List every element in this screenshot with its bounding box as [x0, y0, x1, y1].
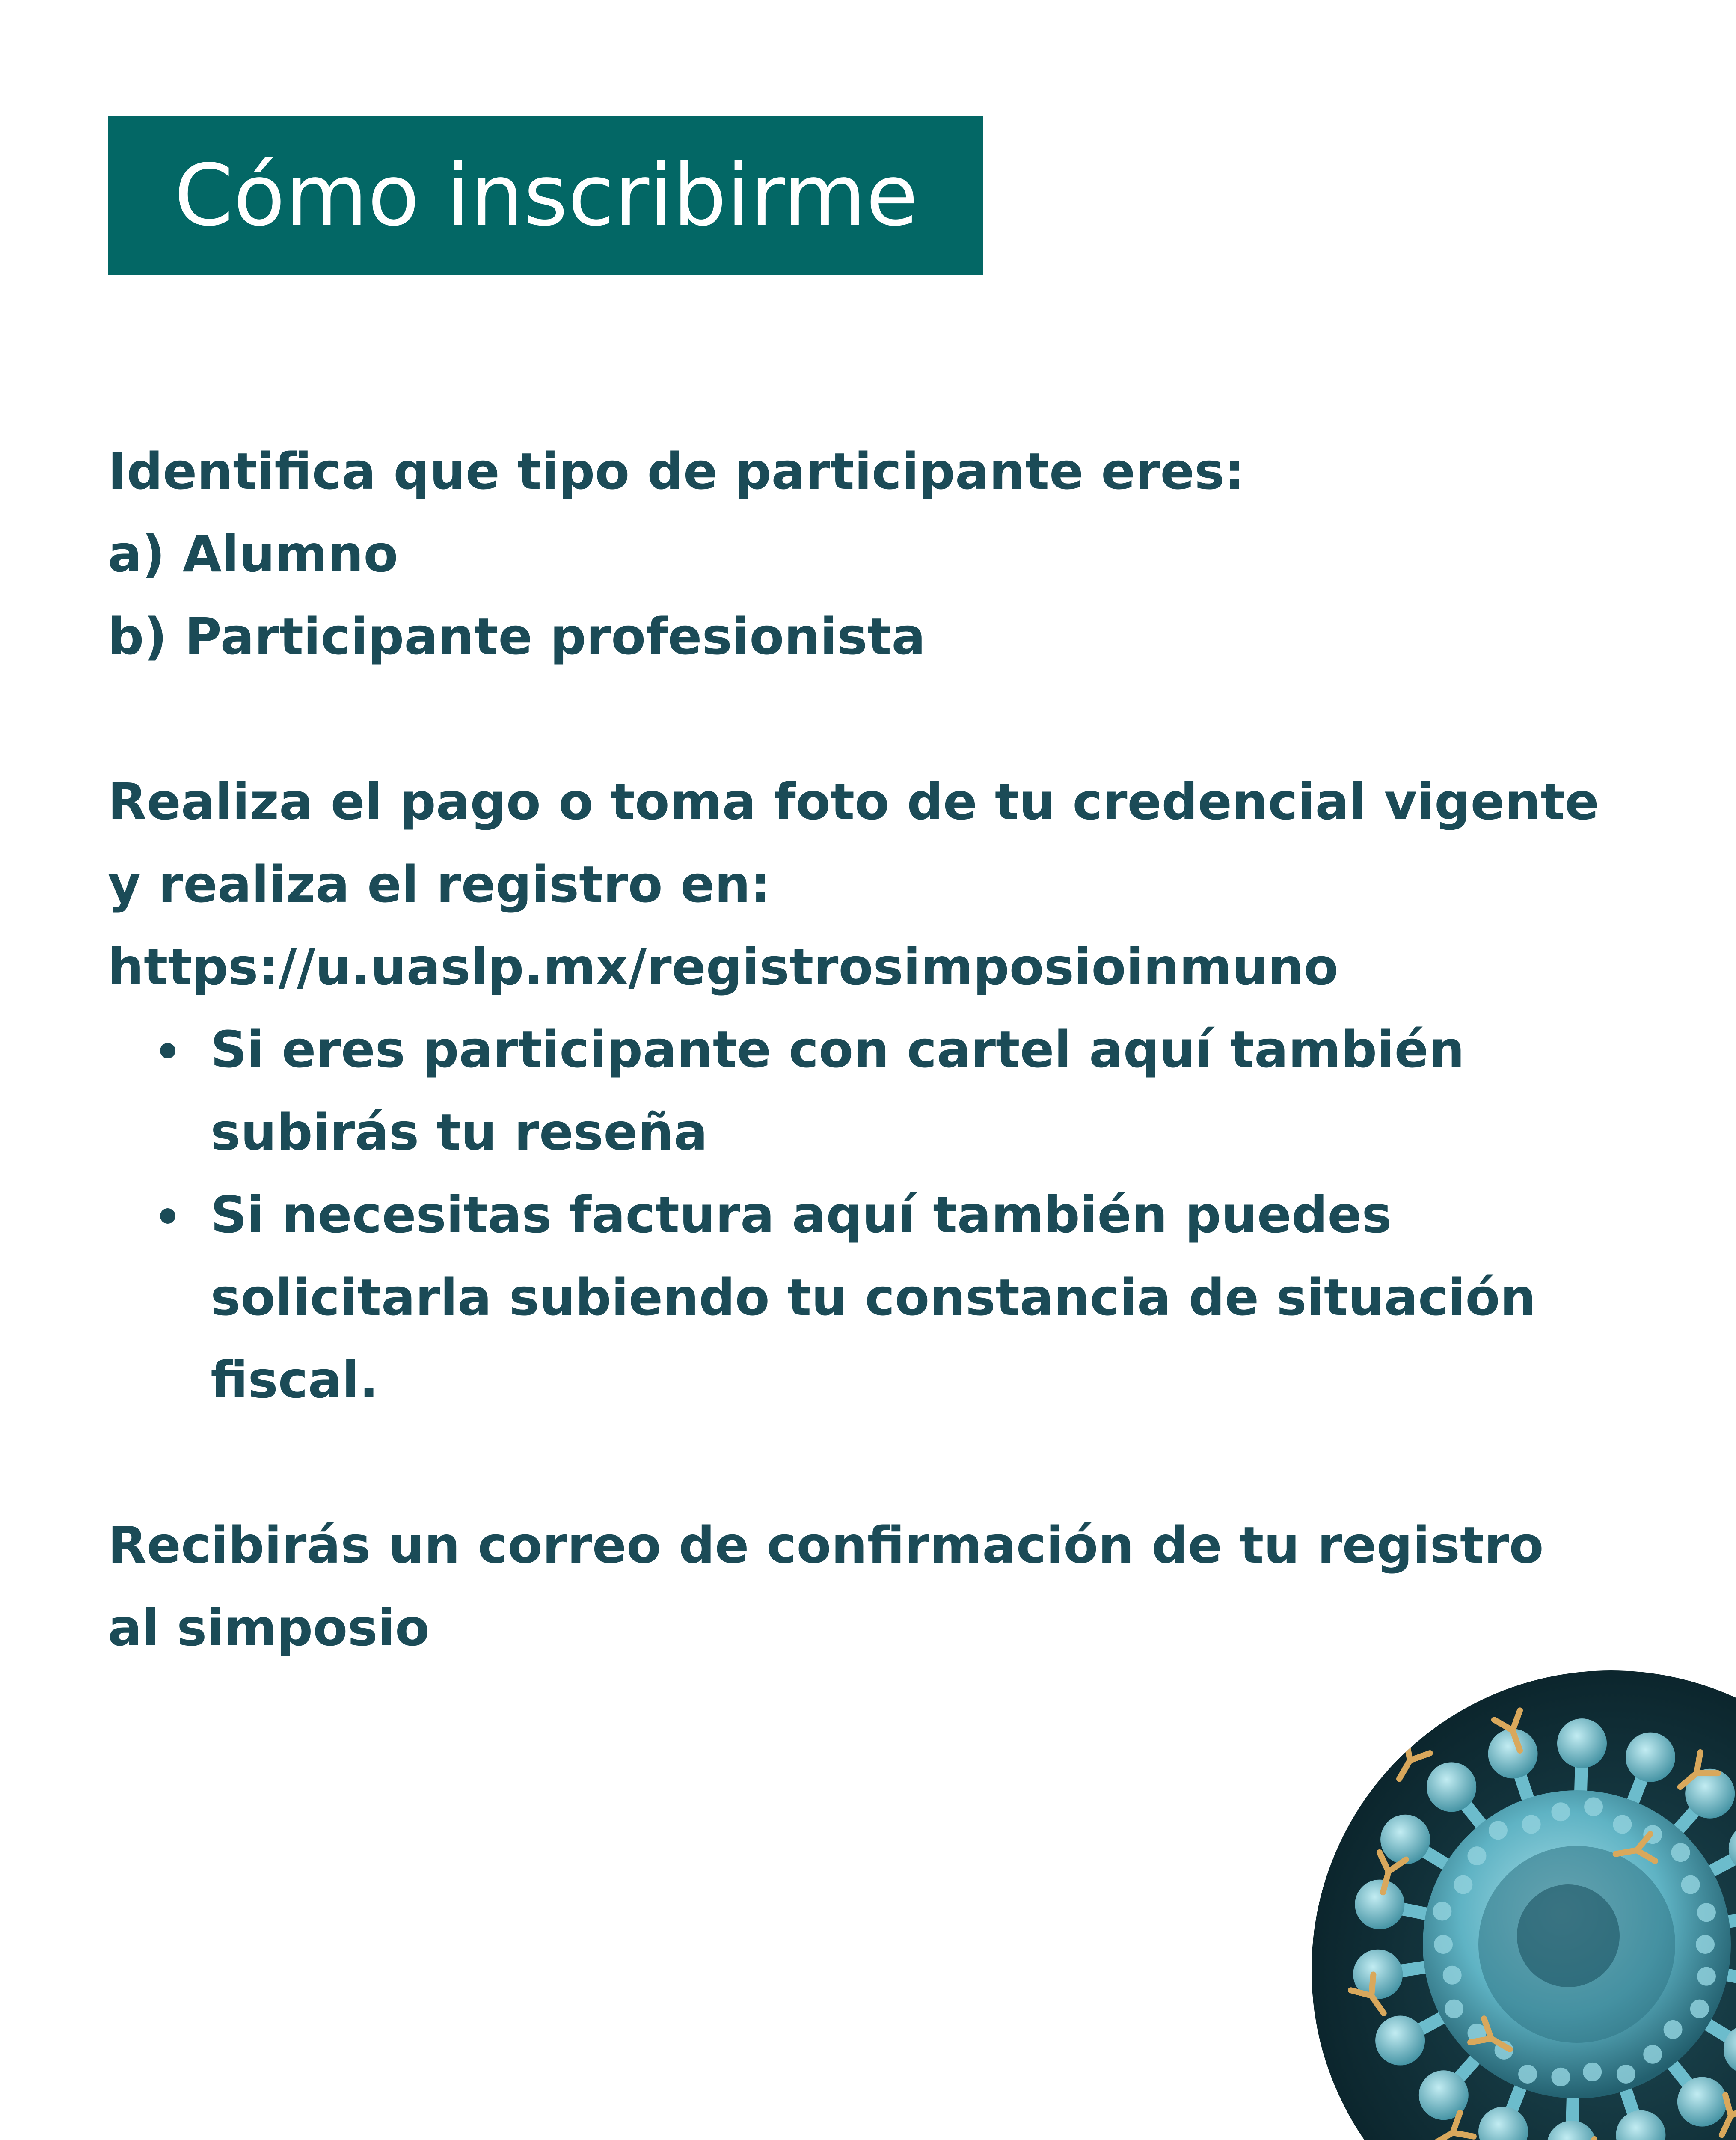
virus-surface-bump [1681, 1875, 1700, 1894]
participant-section [108, 430, 1648, 678]
virus-surface-bump [1697, 1903, 1716, 1922]
bullet-line: Si eres participante con cartel aquí también [211, 1020, 1465, 1079]
virus-surface-bump [1443, 1966, 1462, 1985]
virus-spike-head [1355, 1880, 1404, 1929]
participant-heading: Identifica que tipo de participante eres: [108, 442, 1245, 501]
virus-surface-bump [1551, 2068, 1570, 2086]
virus-surface-bump [1454, 1875, 1472, 1894]
virus-surface-bump [1613, 1815, 1632, 1834]
instructions [108, 430, 1648, 1669]
virus-surface-bump [1671, 1843, 1690, 1862]
virus-surface-bump [1643, 2045, 1662, 2064]
virus-surface-bump [1445, 2000, 1463, 2018]
spacer [108, 1421, 1648, 1504]
bullet-line: fiscal. [211, 1350, 379, 1409]
virus-spike-head [1626, 1733, 1675, 1782]
virus-surface-bump [1697, 1967, 1716, 1986]
registration-line: y realiza el registro en: [108, 855, 771, 914]
virus-spike-head [1677, 2077, 1727, 2127]
bullet-line: subirás tu reseña [211, 1103, 708, 1162]
bullet-line: solicitarla subiendo tu constancia de situación [211, 1268, 1536, 1327]
registration-section [108, 761, 1648, 1421]
virus-surface-bump [1522, 1815, 1541, 1834]
option-professional: b) Participante profesionista [108, 607, 926, 666]
registration-bullets [108, 1008, 1648, 1421]
virus-surface-bump [1617, 2065, 1635, 2084]
virus-spike-head [1375, 2016, 1425, 2066]
virus-spike-head [1557, 1718, 1607, 1768]
title-banner [108, 116, 983, 275]
confirmation-line: Recibirás un correo de confirmación de tu registro [108, 1516, 1544, 1575]
bullet-icon [160, 1208, 175, 1224]
bullet-item-invoice [108, 1174, 1648, 1421]
virus-surface-bump [1551, 1802, 1570, 1821]
virus-surface-bump [1489, 1821, 1508, 1840]
bullet-line: Si necesitas factura aquí también puedes [211, 1185, 1392, 1244]
confirmation-section [108, 1504, 1648, 1669]
registration-line: Realiza el pago o toma foto de tu credencial vigente [108, 772, 1599, 831]
virus-surface-bump [1664, 2020, 1683, 2039]
page-title: Cómo inscribirme [174, 146, 918, 245]
bullet-item-poster [108, 1008, 1648, 1174]
virus-surface-bump [1433, 1902, 1451, 1920]
spacer [108, 678, 1648, 761]
virus-surface-bump [1583, 2063, 1602, 2081]
bullet-icon [160, 1043, 175, 1058]
virus-surface-bump [1584, 1797, 1603, 1816]
virus-icon [1312, 1670, 1736, 2140]
virus-surface-bump [1434, 1935, 1453, 1954]
virus-surface-bump [1467, 1846, 1486, 1865]
virus-spike-head [1427, 1762, 1476, 1812]
registration-url-link[interactable]: https://u.uaslp.mx/registrosimposioinmuno [108, 937, 1338, 996]
virus-surface-bump [1518, 2065, 1537, 2084]
virus-surface-bump [1696, 1935, 1715, 1954]
confirmation-line: al simposio [108, 1598, 430, 1657]
option-student: a) Alumno [108, 524, 398, 583]
virus-surface-bump [1690, 2000, 1709, 2018]
